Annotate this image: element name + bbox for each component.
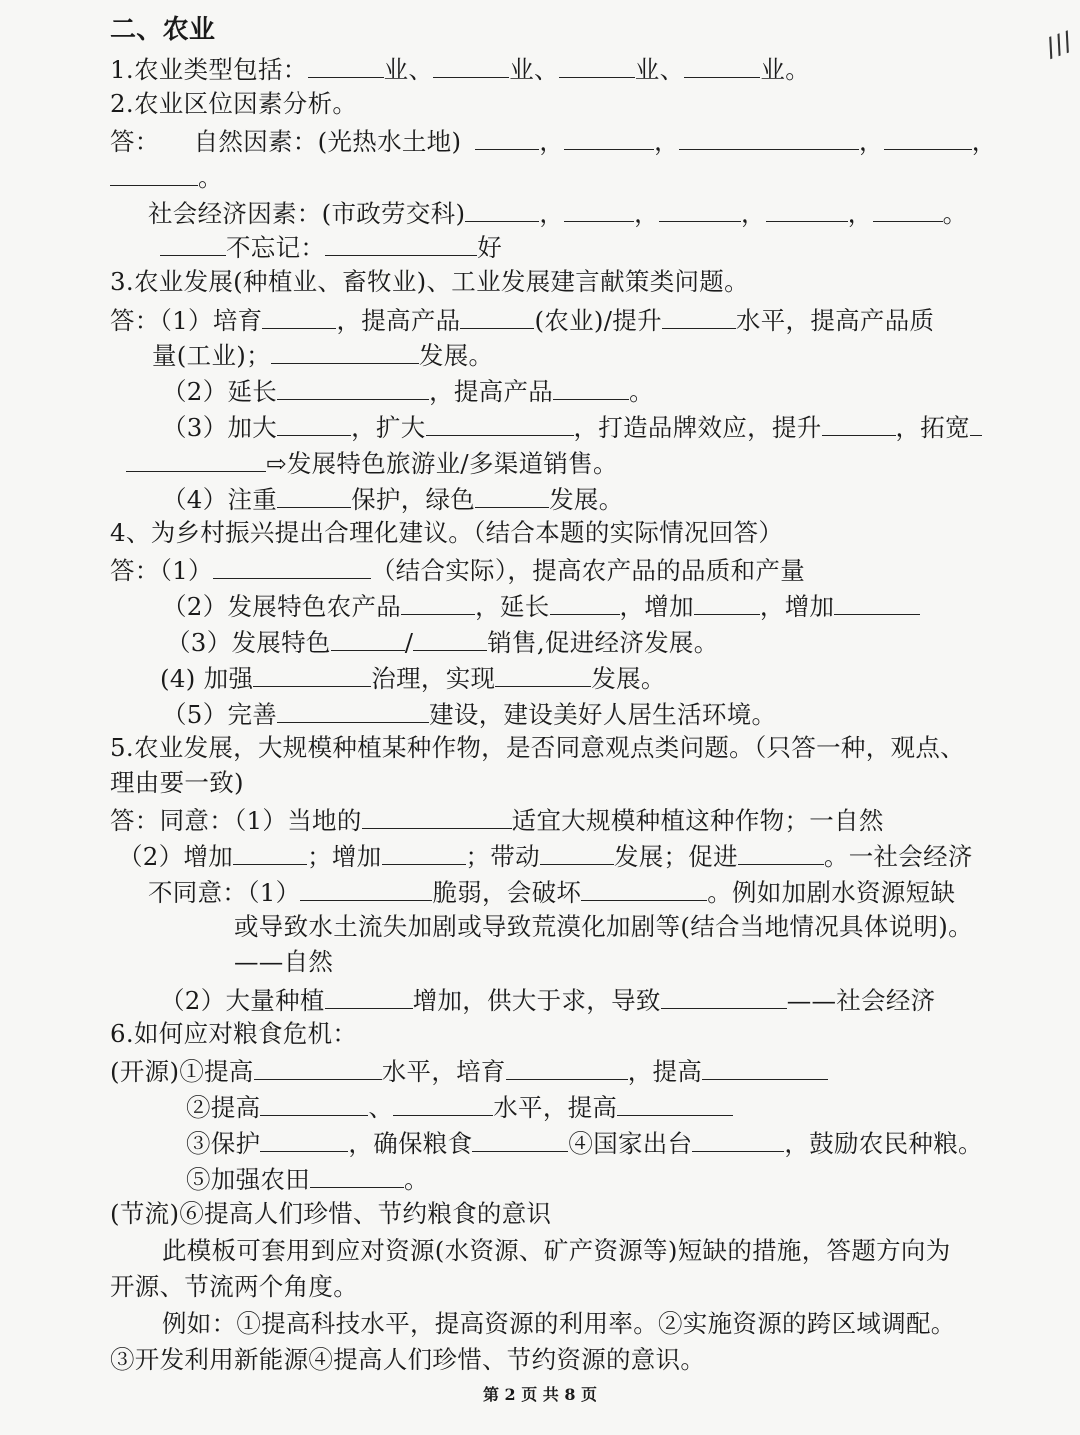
q6-line9: ③开发利用新能源④提高人们珍惜、节约资源的意识。 [110, 1345, 706, 1374]
section-title: 二、农业 [110, 15, 216, 45]
blank[interactable] [564, 124, 654, 150]
q1-line: 1.农业类型包括： 业、 业、 业、 业。 [110, 52, 810, 86]
q6-line5: (节流)⑥提高人们珍惜、节约粮食的意识 [110, 1199, 552, 1228]
blank[interactable] [382, 839, 466, 865]
q5-line6: （2）大量种植 增加，供大于求，导致 ——社会经济 [160, 983, 936, 1017]
blank[interactable] [277, 410, 351, 436]
blank[interactable] [433, 52, 509, 78]
blank[interactable] [684, 52, 760, 78]
blank[interactable] [300, 875, 432, 901]
blank[interactable] [362, 803, 512, 829]
page-footer: 第 2 页 共 8 页 [482, 1385, 598, 1404]
q6-title: 6.如何应对粮食危机： [110, 1019, 358, 1048]
blank[interactable] [472, 1126, 568, 1152]
blank[interactable] [262, 303, 336, 329]
q5-line1: 答：同意：（1）当地的 适宜大规模种植这种作物；一自然 [110, 803, 884, 837]
blank[interactable] [460, 303, 534, 329]
blank[interactable] [553, 374, 629, 400]
q4-line5: （5）完善 建设，建设美好人居生活环境。 [162, 697, 776, 731]
blank[interactable] [766, 196, 848, 222]
blank[interactable] [426, 410, 574, 436]
q3-line5: ⇨发展特色旅游业/多渠道销售。 [126, 446, 618, 480]
blank[interactable] [277, 482, 351, 508]
blank[interactable] [540, 839, 614, 865]
q2-natural-line: 答： 自然因素：(光热水土地) ， ， ， ， [110, 124, 997, 158]
blank[interactable] [834, 589, 920, 615]
q6-line3: ③保护 ，确保粮食 ④国家出台 ，鼓励农民种粮。 [186, 1126, 983, 1160]
blank[interactable] [260, 1126, 348, 1152]
blank[interactable] [271, 338, 419, 364]
q3-line1: 答：（1）培育 ，提高产品 (农业)/提升 水平，提高产品质 [110, 303, 934, 337]
blank[interactable] [702, 1054, 828, 1080]
q3-line3: （2）延长 ，提高产品 。 [162, 374, 654, 408]
q6-line1: (开源)①提高 水平，培育 ，提高 [110, 1054, 828, 1088]
blank[interactable] [413, 625, 487, 651]
blank[interactable] [260, 1090, 368, 1116]
blank[interactable] [564, 196, 634, 222]
blank[interactable] [277, 374, 429, 400]
q4-line3: （3）发展特色 / 销售,促进经济发展。 [166, 625, 719, 659]
blank[interactable] [254, 1054, 382, 1080]
blank[interactable] [659, 196, 741, 222]
blank[interactable] [277, 697, 429, 723]
blank[interactable] [550, 589, 620, 615]
q3-title: 3.农业发展(种植业、畜牧业)、工业发展建言献策类问题。 [110, 267, 749, 296]
blank[interactable] [401, 589, 475, 615]
blank[interactable] [617, 1090, 733, 1116]
q6-line6: 此模板可套用到应对资源(水资源、矿产资源等)短缺的措施，答题方向为 [162, 1236, 951, 1265]
q6-line4: ⑤加强农田 。 [186, 1162, 429, 1196]
blank[interactable] [873, 196, 943, 222]
q2-natural-cont: 。 [110, 160, 223, 194]
q5-title2: 理由要一致) [110, 768, 244, 797]
blank[interactable] [393, 1090, 493, 1116]
blank[interactable] [694, 589, 760, 615]
q6-line2: ②提高 、 水平，提高 [186, 1090, 733, 1124]
q2-social-line: 社会经济因素：(市政劳交科) ， ， ， ， 。 [148, 196, 967, 230]
q6-line7: 开源、节流两个角度。 [110, 1272, 358, 1301]
q2-title: 2.农业区位因素分析。 [110, 89, 358, 118]
blank[interactable] [310, 1162, 404, 1188]
blank[interactable] [213, 553, 371, 579]
blank[interactable] [126, 446, 266, 472]
q4-line4: (4) 加强 治理，实现 发展。 [160, 661, 666, 695]
blank[interactable] [110, 160, 198, 186]
q6-line8: 例如：①提高科技水平，提高资源的利用率。②实施资源的跨区域调配。 [162, 1309, 956, 1338]
blank[interactable] [233, 839, 307, 865]
blank[interactable] [308, 52, 384, 78]
blank[interactable] [465, 196, 539, 222]
q4-title: 4、为乡村振兴提出合理化建议。（结合本题的实际情况回答） [110, 518, 784, 547]
q4-line1: 答：（1） （结合实际），提高农产品的品质和产量 [110, 553, 805, 587]
blank[interactable] [325, 983, 413, 1009]
q5-line5: ——自然 [234, 947, 334, 976]
blank[interactable] [253, 661, 371, 687]
blank[interactable] [884, 124, 972, 150]
blank[interactable] [970, 410, 982, 436]
q5-line3: 不同意：（1） 脆弱，会破坏 。例如加剧水资源短缺 [148, 875, 955, 909]
blank[interactable] [495, 661, 591, 687]
blank[interactable] [506, 1054, 628, 1080]
blank[interactable] [822, 410, 896, 436]
blank[interactable] [581, 875, 707, 901]
blank[interactable] [325, 230, 477, 256]
blank[interactable] [331, 625, 405, 651]
q5-title: 5.农业发展，大规模种植某种作物，是否同意观点类问题。（只答一种，观点、 [110, 733, 965, 762]
q5-line2: （2）增加 ；增加 ；带动 发展；促进 。一社会经济 [118, 839, 973, 873]
corner-pen-mark: /// [1041, 26, 1077, 64]
blank[interactable] [738, 839, 824, 865]
q3-line6: （4）注重 保护，绿色 发展。 [162, 482, 624, 516]
q3-line4: （3）加大 ，扩大 ，打造品牌效应，提升 ，拓宽 [162, 410, 982, 444]
blank[interactable] [661, 983, 787, 1009]
blank[interactable] [692, 1126, 784, 1152]
q2-notforget-line: 不忘记： 好 [160, 230, 502, 264]
blank[interactable] [475, 482, 549, 508]
blank[interactable] [679, 124, 859, 150]
q3-line2: 量(工业)； 发展。 [152, 338, 493, 372]
blank[interactable] [475, 124, 539, 150]
q4-line2: （2）发展特色农产品 ，延长 ，增加 ，增加 [162, 589, 920, 623]
blank[interactable] [559, 52, 635, 78]
q5-line4: 或导致水土流失加剧或导致荒漠化加剧等(结合当地情况具体说明)。 [234, 912, 973, 941]
blank[interactable] [662, 303, 736, 329]
blank[interactable] [160, 230, 226, 256]
